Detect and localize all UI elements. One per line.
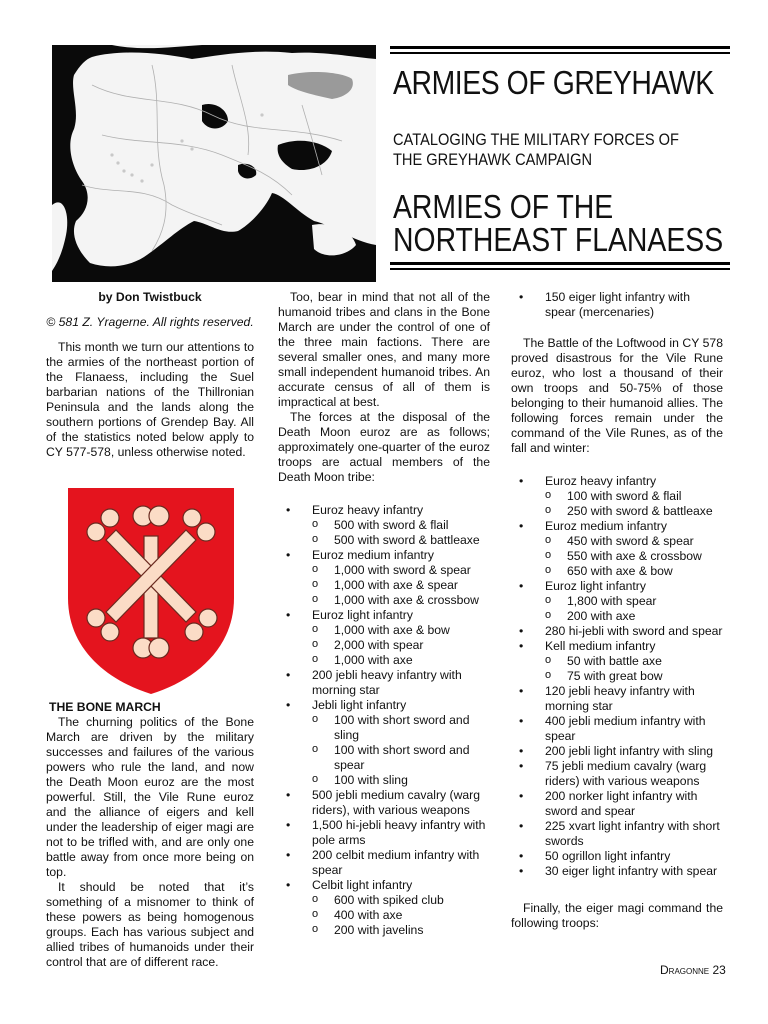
list-item: o 400 with axe [312,908,490,923]
list-item: o 2,000 with spear [312,638,490,653]
list-item: • Kell medium infantry o 50 with battle axe o 75 with great bow [511,639,723,684]
header-top-rule [390,46,730,54]
column-3 [511,290,723,931]
page-footer [660,963,726,977]
list-item: o 1,000 with axe [312,653,490,668]
list-item: o 500 with sword & flail [312,518,490,533]
list-item: • 1,500 hi-jebli heavy infantry with pole arms [278,818,490,848]
list-item: • Euroz medium infantry o 450 with sword & spear o 550 with axe & crossbow o 650 with axe & bow [511,519,723,579]
column-2 [278,290,490,938]
list-item: • 400 jebli medium infantry with spear [511,714,723,744]
list-item: o 1,000 with axe & bow [312,623,490,638]
intro-paragraph: This month we turn our attentions to the armies of the northeast portion of the Flanaess, including the Suel barbarian nations of the Thillronian Peninsula and the lands along the southern portions of Grendep Bay. All of the statistics noted below apply to CY 577-578, unless otherwise noted. [46,340,254,459]
flanaess-map-image [52,45,376,282]
page-number: 23 [712,963,726,977]
paragraph: The Battle of the Loftwood in CY 578 proved disastrous for the Vile Rune euroz, who lost a thousand of their own troops and 50-75% of those belonging to their humanoid allies. The following forces remain under the command of the Vile Runes, as of the fall and winter: [511,336,723,455]
list-item: • 225 xvart light infantry with short swords [511,819,723,849]
list-item: o 1,000 with axe & crossbow [312,593,490,608]
list-item: • 30 eiger light infantry with spear [511,864,723,879]
page-subtitle: CATALOGING THE MILITARY FORCES OF THE GREYHAWK CAMPAIGN [393,130,679,169]
list-item: o 100 with sword & flail [545,489,723,504]
list-item: o 650 with axe & bow [545,564,723,579]
list-item: o 450 with sword & spear [545,534,723,549]
list-item: o 550 with axe & crossbow [545,549,723,564]
header-bottom-rule [390,262,730,270]
list-item: • 200 jebli light infantry with sling [511,744,723,759]
paragraph: Finally, the eiger magi command the following troops: [511,901,723,930]
list-item: • Euroz heavy infantry o 500 with sword & flail o 500 with sword & battleaxe [278,503,490,548]
list-item: o 500 with sword & battleaxe [312,533,490,548]
magazine-name: Dragonne [660,963,710,977]
list-item: o 1,000 with sword & spear [312,563,490,578]
list-item: o 250 with sword & battleaxe [545,504,723,519]
paragraph: The forces at the disposal of the Death Moon euroz are as follows; approximately one-quarter of the euroz troops are actual members of the Death Moon tribe: [278,410,490,484]
list-item: • 150 eiger light infantry with spear (mercenaries) [511,290,723,320]
heraldic-shield-icon [66,488,236,696]
list-item: • 500 jebli medium cavalry (warg riders), with various weapons [278,788,490,818]
list-item: • 200 norker light infantry with sword and spear [511,789,723,819]
list-item: o 200 with axe [545,609,723,624]
list-item: • 280 hi-jebli with sword and spear [511,624,723,639]
byline: by Don Twistbuck [98,290,202,304]
list-item: o 600 with spiked club [312,893,490,908]
column-1 [46,290,254,970]
mercenary-list [511,290,723,320]
list-item: o 100 with sling [312,773,490,788]
paragraph: The churning politics of the Bone March are driven by the military successes and failures of the various powers who rule the land, and now the Death Moon euroz are the most powerful. Still, the Vile Rune euroz and the alliance of eigers and kell under the leadership of eiger magi are not to be trifled with, and are only one battle away from once more being on top. [46,715,254,879]
section-title: ARMIES OF THE NORTHEAST FLANAESS [393,188,724,258]
section-heading-bone-march: THE BONE MARCH [49,700,161,714]
list-item: • Jebli light infantry o 100 with short sword and sling o 100 with short sword and spear o 100 with sling [278,698,490,788]
list-item: • 120 jebli heavy infantry with morning star [511,684,723,714]
list-item: • 75 jebli medium cavalry (warg riders) with various weapons [511,759,723,789]
list-item: • Celbit light infantry o 600 with spiked club o 400 with axe o 200 with javelins [278,878,490,938]
paragraph: It should be noted that it’s something of a misnomer to think of these powers as being homogenous groups. Each has various subject and allied tribes of humanoids under their control that are of different race. [46,880,254,969]
list-item: o 100 with short sword and sling [312,713,490,743]
list-item: o 200 with javelins [312,923,490,938]
list-item: • Euroz medium infantry o 1,000 with sword & spear o 1,000 with axe & spear o 1,000 with axe & crossbow [278,548,490,608]
list-item: • Euroz light infantry o 1,800 with spear o 200 with axe [511,579,723,624]
page-title: ARMIES OF GREYHAWK [393,64,714,101]
list-item: • Euroz light infantry o 1,000 with axe & bow o 2,000 with spear o 1,000 with axe [278,608,490,668]
list-item: • Euroz heavy infantry o 100 with sword & flail o 250 with sword & battleaxe [511,474,723,519]
list-item: o 1,800 with spear [545,594,723,609]
list-item: • 200 celbit medium infantry with spear [278,848,490,878]
copyright: © 581 Z. Yragerne. All rights reserved. [46,315,254,329]
list-item: o 75 with great bow [545,669,723,684]
vile-rune-forces-list [511,474,723,879]
list-item: • 200 jebli heavy infantry with morning star [278,668,490,698]
paragraph: Too, bear in mind that not all of the humanoid tribes and clans in the Bone March are under the control of one of the three main factions. There are several smaller ones, and many more small independent humanoid tribes. An accurate census of all of them is impractical at best. [278,290,490,409]
death-moon-forces-list [278,503,490,938]
list-item: • 50 ogrillon light infantry [511,849,723,864]
list-item: o 50 with battle axe [545,654,723,669]
list-item: o 1,000 with axe & spear [312,578,490,593]
list-item: o 100 with short sword and spear [312,743,490,773]
